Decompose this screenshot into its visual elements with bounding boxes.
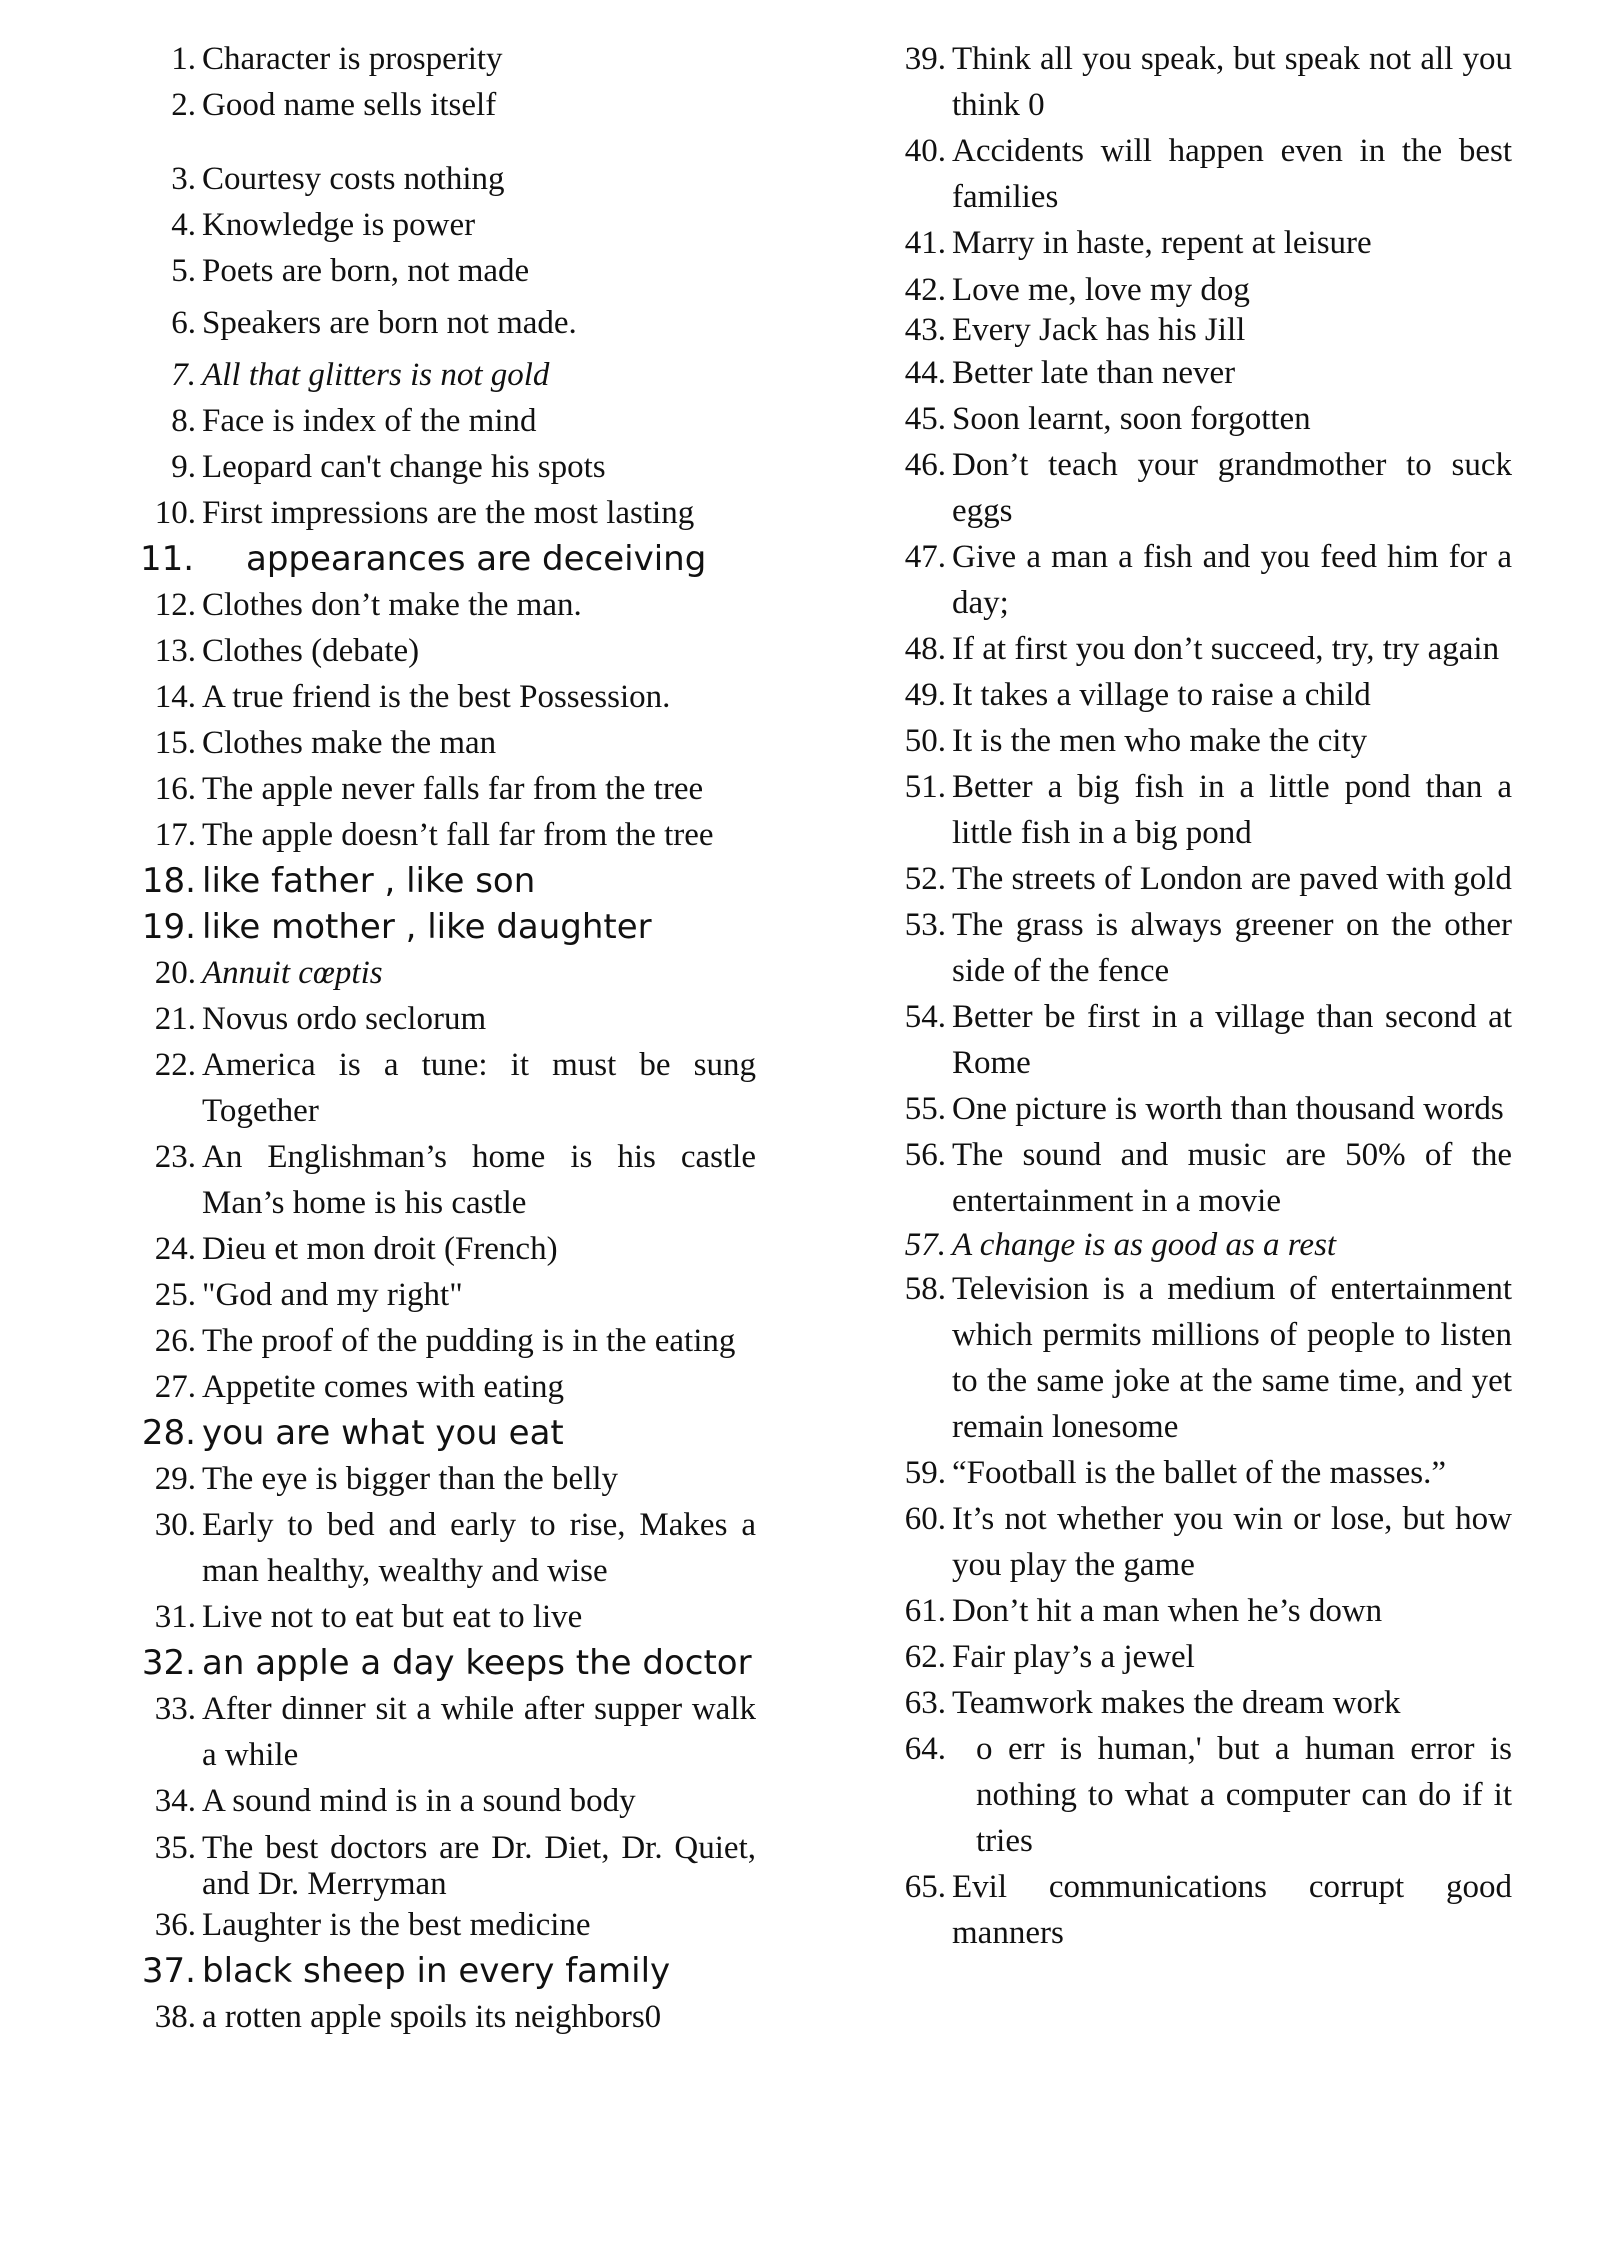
- list-item: [140, 536, 756, 582]
- list-item: [890, 764, 1512, 856]
- item-text: The streets of London are paved with gold: [952, 861, 1512, 897]
- item-number: 28.: [141, 1413, 196, 1453]
- list-item: [140, 1594, 756, 1640]
- item-text: Don’t hit a man when he’s down: [952, 1593, 1383, 1629]
- list-item: [140, 490, 756, 536]
- item-number: 31.: [154, 1599, 196, 1635]
- item-text: "God and my right": [202, 1277, 463, 1313]
- item-number: 34.: [154, 1783, 196, 1819]
- right-column: [890, 36, 1512, 1956]
- item-number: 2.: [171, 87, 196, 123]
- item-text: Teamwork makes the dream work: [952, 1685, 1401, 1721]
- list-item: [140, 812, 756, 858]
- item-text: The apple never falls far from the tree: [202, 771, 704, 807]
- list-item: [140, 1134, 756, 1226]
- item-text: It is the men who make the city: [952, 723, 1368, 759]
- item-text: like father , like son: [202, 861, 536, 901]
- item-text: The proof of the pudding is in the eating: [202, 1323, 736, 1359]
- list-item: [890, 1726, 1512, 1864]
- item-text: After dinner sit a while after supper walk a while: [202, 1691, 756, 1773]
- list-item: [890, 396, 1512, 442]
- list-item: [140, 858, 756, 904]
- item-number: 3.: [171, 161, 196, 197]
- item-text: The apple doesn’t fall far from the tree: [202, 817, 714, 853]
- item-number: 42.: [904, 272, 946, 308]
- item-text: Television is a medium of entertainment which permits millions of people to listen to the same joke at the same time, and yet remain lonesome: [952, 1271, 1512, 1445]
- item-text: Character is prosperity: [202, 41, 503, 77]
- item-number: 60.: [904, 1501, 946, 1537]
- list-item: [890, 1266, 1512, 1450]
- item-number: 6.: [171, 305, 196, 341]
- list-item: [140, 996, 756, 1042]
- item-number: 58.: [904, 1271, 946, 1307]
- item-number: 26.: [154, 1323, 196, 1359]
- list-item: [140, 352, 756, 398]
- item-text: Early to bed and early to rise, Makes a man healthy, wealthy and wise: [202, 1507, 756, 1589]
- item-number: 8.: [171, 403, 196, 439]
- item-number: 33.: [154, 1691, 196, 1727]
- item-text: like mother , like daughter: [202, 907, 652, 947]
- item-number: 10.: [154, 495, 196, 531]
- item-number: 36.: [154, 1907, 196, 1943]
- item-text: Evil communications corrupt good manners: [952, 1869, 1512, 1951]
- item-text: Courtesy costs nothing: [202, 161, 505, 197]
- list-item: [140, 1456, 756, 1502]
- item-text: All that glitters is not gold: [202, 357, 550, 393]
- item-number: 46.: [904, 447, 946, 483]
- item-text: It’s not whether you win or lose, but how you play the game: [952, 1501, 1512, 1583]
- list-item: [140, 628, 756, 674]
- item-number: 56.: [904, 1137, 946, 1173]
- item-text: First impressions are the most lasting: [202, 495, 695, 531]
- list-item: [140, 674, 756, 720]
- list-item: [140, 248, 756, 294]
- item-text: Laughter is the best medicine: [202, 1907, 591, 1943]
- item-number: 51.: [904, 769, 946, 805]
- item-text: Better late than never: [952, 355, 1236, 391]
- list-item: [140, 1686, 756, 1778]
- list-item: [890, 672, 1512, 718]
- item-number: 39.: [904, 41, 946, 77]
- item-number: 41.: [904, 225, 946, 261]
- item-number: 54.: [904, 999, 946, 1035]
- item-number: 24.: [154, 1231, 196, 1267]
- list-item: [890, 1588, 1512, 1634]
- list-item: [890, 1680, 1512, 1726]
- list-item: [140, 1364, 756, 1410]
- item-number: 53.: [904, 907, 946, 943]
- item-number: 21.: [154, 1001, 196, 1037]
- item-text: Fair play’s a jewel: [952, 1639, 1195, 1675]
- list-item: [140, 82, 756, 128]
- list-item: [890, 1634, 1512, 1680]
- item-text: Give a man a fish and you feed him for a day;: [952, 539, 1512, 621]
- item-text: Dieu et mon droit (French): [202, 1231, 558, 1267]
- item-text: Clothes don’t make the man.: [202, 587, 582, 623]
- list-item: [140, 1640, 756, 1686]
- list-item: [140, 156, 756, 202]
- item-number: 57.: [904, 1227, 946, 1263]
- item-text: a rotten apple spoils its neighbors0: [202, 1999, 662, 2035]
- item-number: 17.: [154, 817, 196, 853]
- item-number: 15.: [154, 725, 196, 761]
- list-item: [140, 1226, 756, 1272]
- list-item: [140, 36, 756, 82]
- item-text: The grass is always greener on the other side of the fence: [952, 907, 1512, 989]
- item-text: Appetite comes with eating: [202, 1369, 564, 1405]
- item-number: 27.: [154, 1369, 196, 1405]
- list-item: [140, 1830, 756, 1902]
- item-number: 12.: [154, 587, 196, 623]
- item-number: 32.: [141, 1643, 196, 1683]
- list-item: [140, 1902, 756, 1948]
- item-number: 35.: [154, 1830, 196, 1866]
- list-item: [890, 902, 1512, 994]
- list-item: [890, 1086, 1512, 1132]
- list-item: [890, 310, 1512, 350]
- item-number: 13.: [154, 633, 196, 669]
- item-text: A true friend is the best Possession.: [202, 679, 671, 715]
- item-text: Poets are born, not made: [202, 253, 530, 289]
- item-text: A sound mind is in a sound body: [202, 1783, 636, 1819]
- item-text: Speakers are born not made.: [202, 305, 577, 341]
- item-text: Marry in haste, repent at leisure: [952, 225, 1372, 261]
- list-item: [890, 442, 1512, 534]
- item-number: 45.: [904, 401, 946, 437]
- item-number: 5.: [171, 253, 196, 289]
- item-number: 4.: [171, 207, 196, 243]
- item-text: Don’t teach your grandmother to suck eggs: [952, 447, 1512, 529]
- item-number: 16.: [154, 771, 196, 807]
- item-number: 29.: [154, 1461, 196, 1497]
- item-number: 30.: [154, 1507, 196, 1543]
- left-column: [140, 36, 756, 2040]
- item-number: 38.: [154, 1999, 196, 2035]
- item-number: 44.: [904, 355, 946, 391]
- item-number: 62.: [904, 1639, 946, 1675]
- item-text: Better a big fish in a little pond than a little fish in a big pond: [952, 769, 1512, 851]
- item-number: 11.: [140, 539, 195, 579]
- item-text: Live not to eat but eat to live: [202, 1599, 583, 1635]
- item-number: 22.: [154, 1047, 196, 1083]
- item-number: 1.: [171, 41, 196, 77]
- item-text: America is a tune: it must be sung Together: [202, 1047, 756, 1129]
- list-item: [140, 398, 756, 444]
- item-number: 40.: [904, 133, 946, 169]
- item-text: Face is index of the mind: [202, 403, 537, 439]
- item-text: It takes a village to raise a child: [952, 677, 1371, 713]
- list-item: [890, 1450, 1512, 1496]
- list-item: [140, 202, 756, 248]
- item-text: “Football is the ballet of the masses.”: [952, 1455, 1446, 1491]
- item-text: you are what you eat: [202, 1413, 564, 1453]
- item-number: 23.: [154, 1139, 196, 1175]
- item-text: One picture is worth than thousand words: [952, 1091, 1504, 1127]
- item-text: Knowledge is power: [202, 207, 476, 243]
- item-number: 37.: [141, 1951, 196, 1991]
- item-text: Annuit cœptis: [202, 955, 383, 991]
- item-text: Good name sells itself: [202, 87, 497, 123]
- list-item: [890, 856, 1512, 902]
- list-item: [140, 582, 756, 628]
- list-item: [890, 1132, 1512, 1224]
- list-item: [890, 350, 1512, 396]
- list-item: [890, 1224, 1512, 1266]
- item-number: 63.: [904, 1685, 946, 1721]
- item-text: A change is as good as a rest: [952, 1227, 1337, 1263]
- list-item: [140, 904, 756, 950]
- list-item: [890, 1864, 1512, 1956]
- item-text: Every Jack has his Jill: [952, 312, 1246, 348]
- list-item: [140, 1778, 756, 1824]
- item-text: An Englishman’s home is his castle Man’s home is his castle: [202, 1139, 756, 1221]
- list-item: [140, 1948, 756, 1994]
- item-number: 14.: [154, 679, 196, 715]
- item-number: 9.: [171, 449, 196, 485]
- list-item: [140, 1410, 756, 1456]
- list-item: [140, 1318, 756, 1364]
- item-text: an apple a day keeps the doctor: [202, 1643, 752, 1683]
- list-item: [140, 1272, 756, 1318]
- item-number: 43.: [904, 312, 946, 348]
- item-number: 52.: [904, 861, 946, 897]
- list-item: [890, 718, 1512, 764]
- item-text: Leopard can't change his spots: [202, 449, 606, 485]
- item-number: 49.: [904, 677, 946, 713]
- list-item: [140, 1994, 756, 2040]
- item-number: 7.: [171, 357, 196, 393]
- item-text: o err is human,' but a human error is nothing to what a computer can do if it tries: [976, 1731, 1512, 1859]
- item-text: Clothes make the man: [202, 725, 497, 761]
- item-text: Soon learnt, soon forgotten: [952, 401, 1311, 437]
- item-text: Think all you speak, but speak not all you think 0: [952, 41, 1512, 123]
- item-number: 50.: [904, 723, 946, 759]
- item-text: Love me, love my dog: [952, 272, 1250, 308]
- list-item: [890, 36, 1512, 128]
- item-text: Novus ordo seclorum: [202, 1001, 487, 1037]
- list-item: [890, 220, 1512, 266]
- item-text: The best doctors are Dr. Diet, Dr. Quiet, and Dr. Merryman: [202, 1830, 756, 1902]
- item-number: 65.: [904, 1869, 946, 1905]
- item-number: 55.: [904, 1091, 946, 1127]
- list-item: [140, 766, 756, 812]
- item-text: black sheep in every family: [202, 1951, 671, 1991]
- item-number: 64.: [904, 1731, 946, 1767]
- item-text: Accidents will happen even in the best families: [952, 133, 1512, 215]
- item-number: 48.: [904, 631, 946, 667]
- item-text: The sound and music are 50% of the entertainment in a movie: [952, 1137, 1512, 1219]
- item-number: 61.: [904, 1593, 946, 1629]
- item-number: 25.: [154, 1277, 196, 1313]
- list-item: [140, 950, 756, 996]
- item-number: 18.: [141, 861, 196, 901]
- list-item: [140, 300, 756, 346]
- list-item: [890, 626, 1512, 672]
- item-text: appearances are deceiving: [246, 539, 707, 579]
- list-item: [140, 720, 756, 766]
- list-item: [890, 994, 1512, 1086]
- item-number: 47.: [904, 539, 946, 575]
- list-item: [140, 1502, 756, 1594]
- list-item: [890, 1496, 1512, 1588]
- item-text: Clothes (debate): [202, 633, 420, 669]
- list-item: [890, 534, 1512, 626]
- list-item: [140, 1042, 756, 1134]
- item-number: 59.: [904, 1455, 946, 1491]
- list-item: [890, 270, 1512, 310]
- item-text: The eye is bigger than the belly: [202, 1461, 619, 1497]
- item-number: 20.: [154, 955, 196, 991]
- item-text: If at first you don’t succeed, try, try again: [952, 631, 1500, 667]
- item-number: 19.: [141, 907, 196, 947]
- list-item: [890, 128, 1512, 220]
- list-item: [140, 444, 756, 490]
- item-text: Better be first in a village than second at Rome: [952, 999, 1512, 1081]
